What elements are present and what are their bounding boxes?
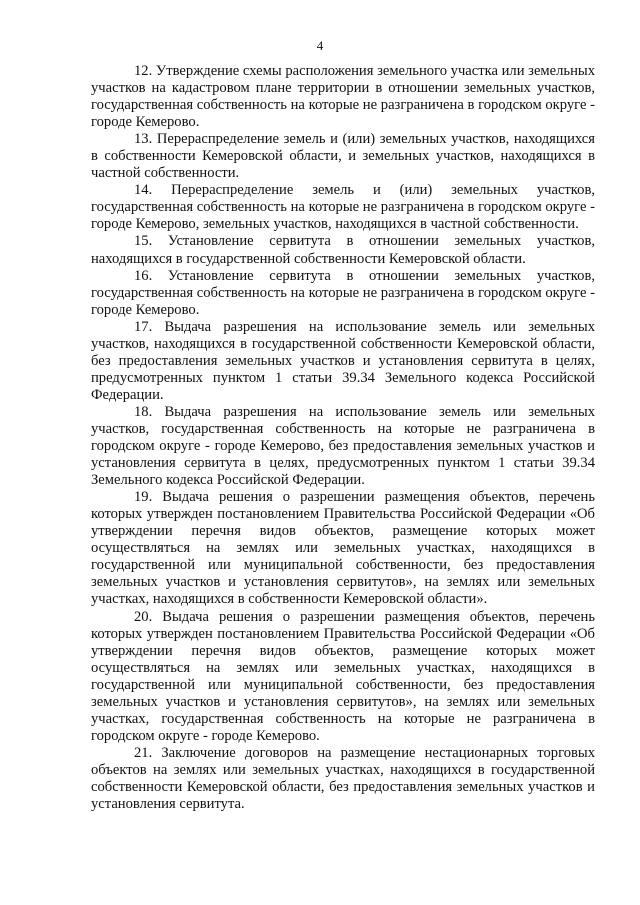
list-item-20: 20. Выдача решения о разрешении размещения объектов, перечень которых утвержден постановлением Правительства Российской Федерации «Об утверждении перечня видов объектов, размещение которых может осуществляться на землях или земельных участках, находящихся в государственной или муниципальной собственности, без предоставления земельных участков и установления сервитутов», на землях или земельных участках, государственная собственность на которые не разграничена в городском округе - городе Кемерово. [91,608,595,744]
list-item-15: 15. Установление сервитута в отношении земельных участков, находящихся в государственной собственности Кемеровской области. [91,233,595,267]
document-body [91,63,595,813]
page-number: 4 [316,38,324,53]
list-item-13: 13. Перераспределение земель и (или) земельных участков, находящихся в собственности Кемеровской области, и земельных участков, находящихся в частной собственности. [91,131,595,182]
list-item-17: 17. Выдача разрешения на использование земель или земельных участков, находящихся в государственной собственности Кемеровской области, без предоставления земельных участков и установления сервитута в целях, предусмотренных пунктом 1 статьи 39.34 Земельного кодекса Российской Федерации. [91,318,595,403]
list-item-14: 14. Перераспределение земель и (или) земельных участков, государственная собственность на которые не разграничена в городском округе - городе Кемерово, земельных участков, находящихся в частной собственности. [91,182,595,233]
list-item-16: 16. Установление сервитута в отношении земельных участков, государственная собственность на которые не разграничена в городском округе - городе Кемерово. [91,267,595,318]
list-item-21: 21. Заключение договоров на размещение нестационарных торговых объектов на землях или земельных участках, находящихся в государственной собственности Кемеровской области, без предоставления земельных участков и установления сервитута. [91,744,595,813]
list-item-18: 18. Выдача разрешения на использование земель или земельных участков, государственная собственность на которые не разграничена в городском округе - городе Кемерово, без предоставления земельных участков и установления сервитута в целях, предусмотренных пунктом 1 статьи 39.34 Земельного кодекса Российской Федерации. [91,403,595,489]
list-item-12: 12. Утверждение схемы расположения земельного участка или земельных участков на кадастровом плане территории в отношении земельных участков, государственная собственность на которые не разграничена в городском округе - городе Кемерово. [91,63,595,131]
list-item-19: 19. Выдача решения о разрешении размещения объектов, перечень которых утвержден постановлением Правительства Российской Федерации «Об утверждении перечня видов объектов, размещение которых может осуществляться на землях или земельных участках, находящихся в государственной или муниципальной собственности, без предоставления земельных участков и установления сервитутов», на землях или земельных участках, находящихся в собственности Кемеровской области». [91,489,595,608]
